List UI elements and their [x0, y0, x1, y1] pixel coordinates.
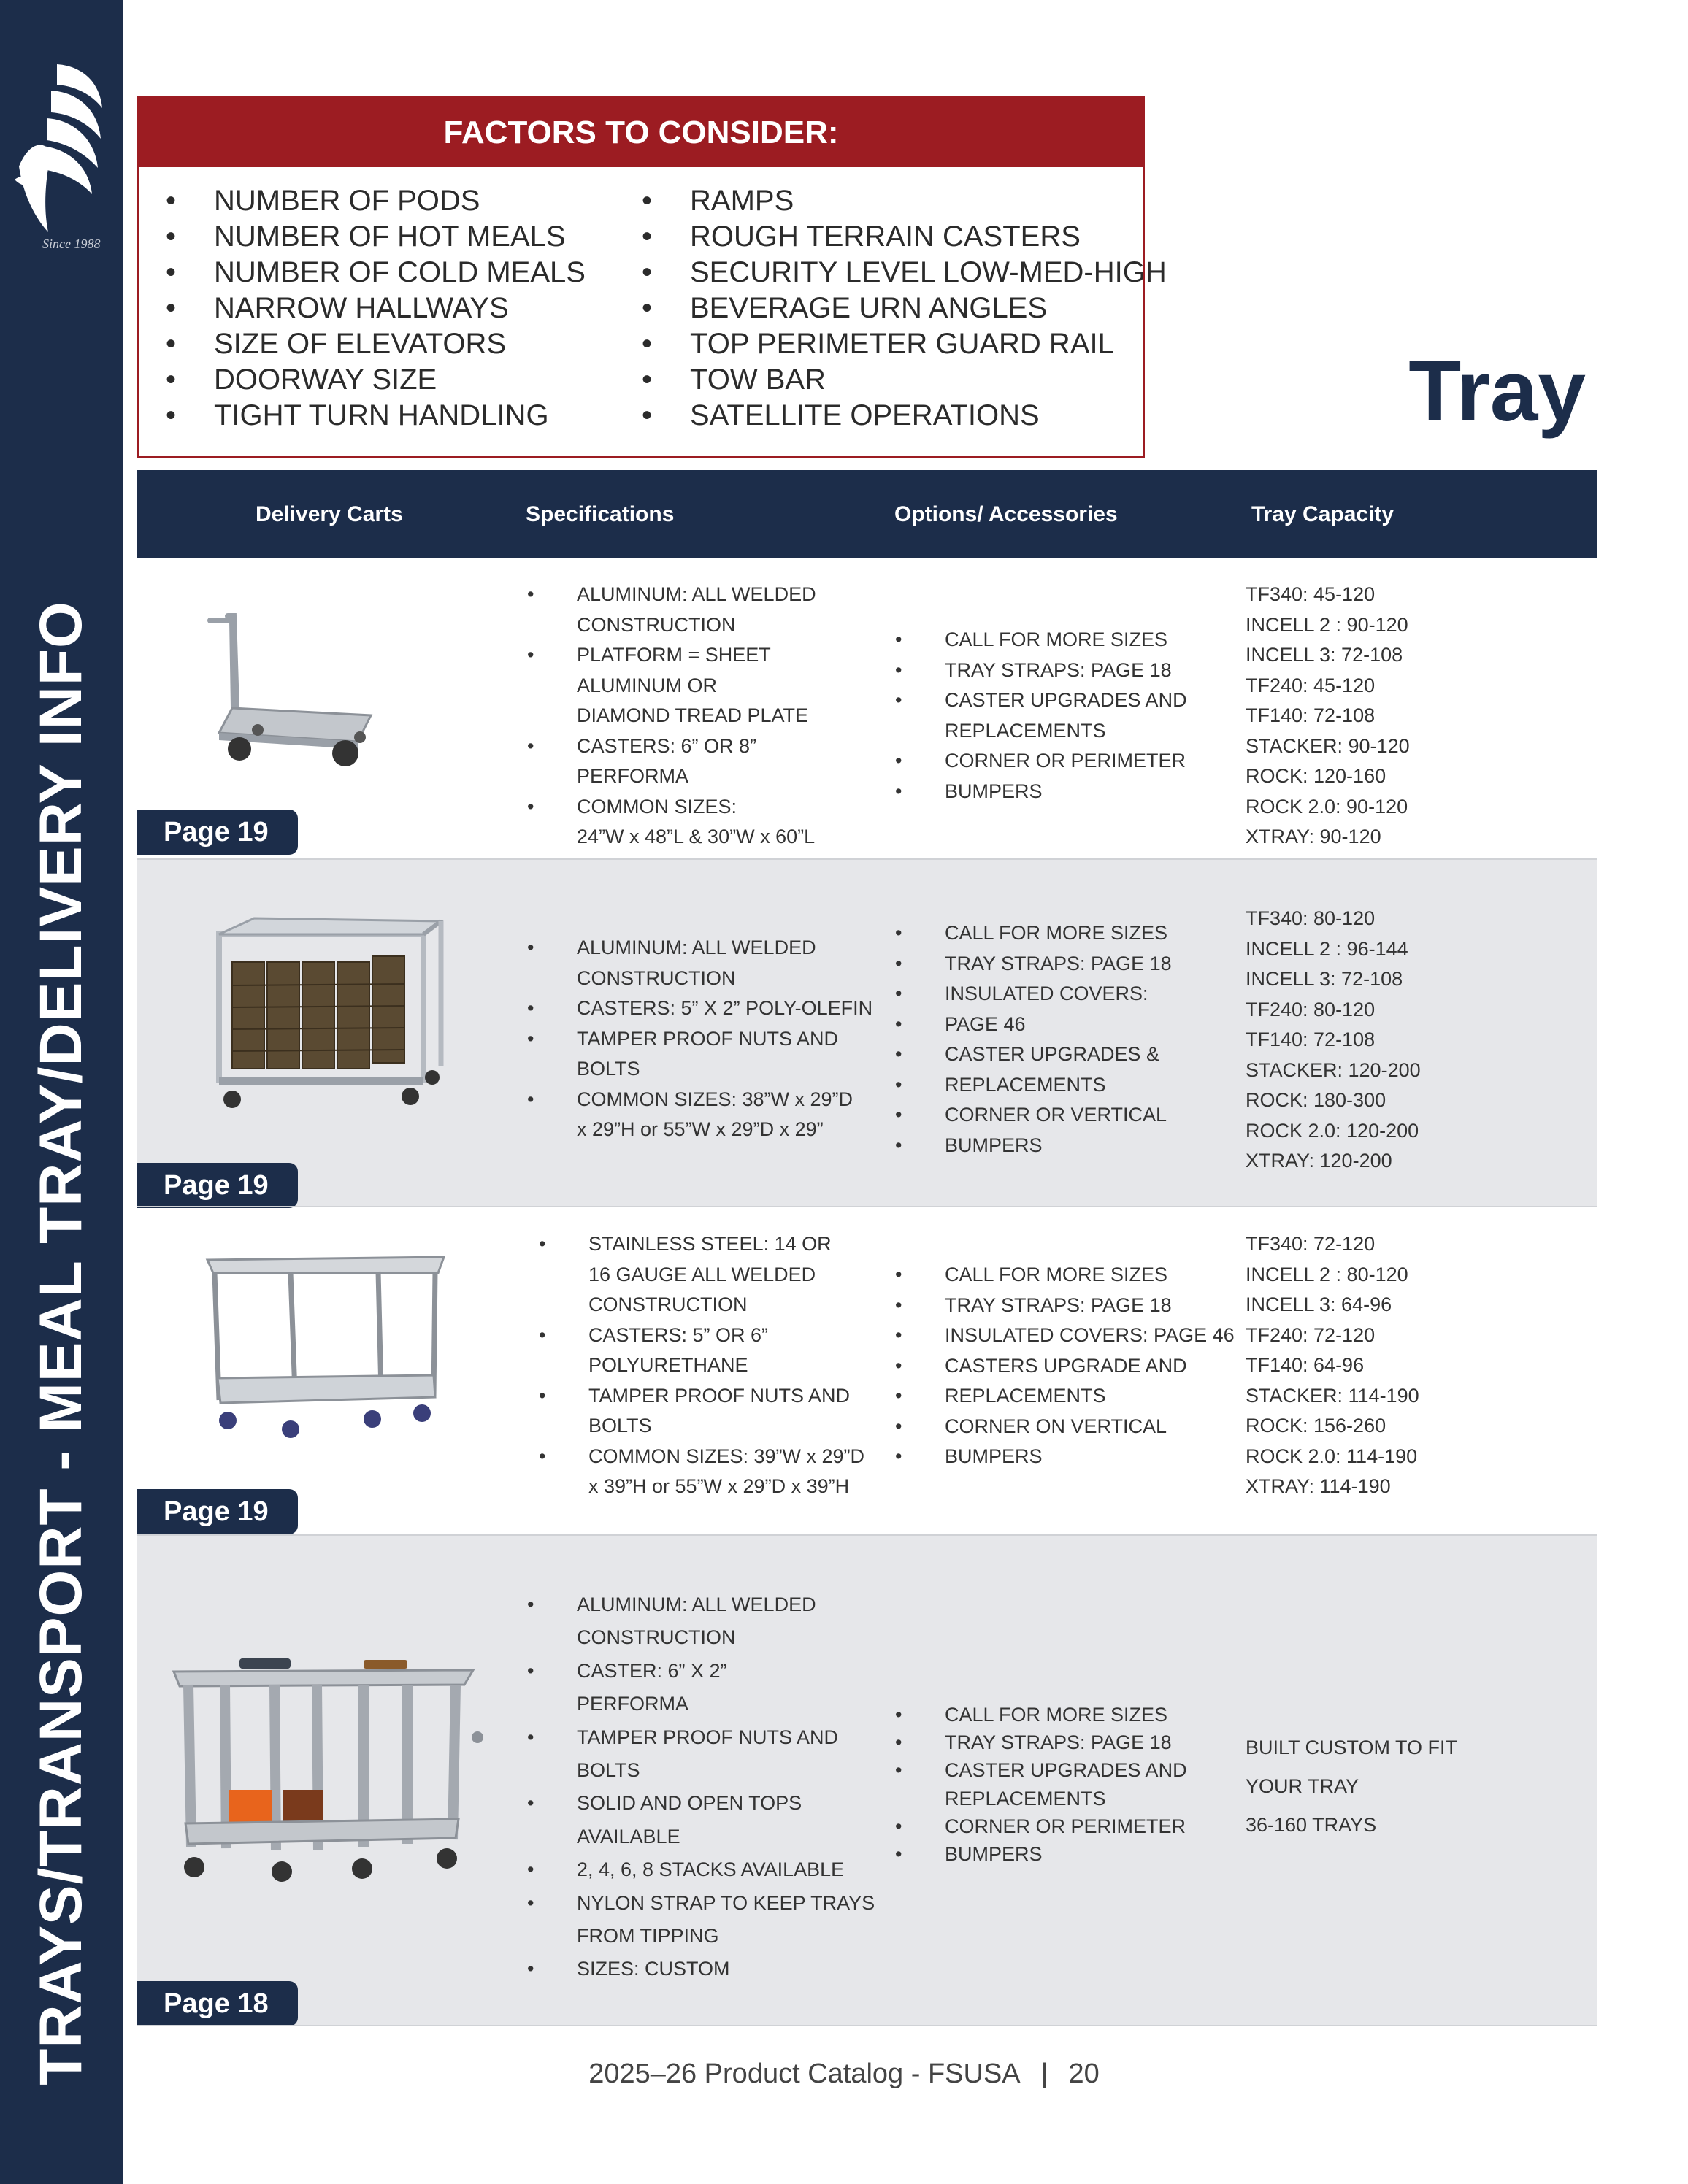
spec-item — [527, 1721, 875, 1754]
bullet-icon: • — [895, 1073, 902, 1096]
capacity-item: XTRAY: 90-120 — [1246, 826, 1381, 847]
item-text: 16 GAUGE ALL WELDED — [588, 1263, 816, 1285]
spec-item — [527, 933, 872, 964]
spec-item — [577, 1820, 875, 1853]
table-row — [137, 860, 1597, 1207]
item-text: NARROW HALLWAYS — [214, 292, 509, 324]
bullet-icon: • — [895, 1385, 902, 1407]
capacity-item: INCELL 3: 72-108 — [1246, 968, 1403, 990]
item-text: BUMPERS — [945, 1843, 1043, 1866]
capacity-item: TF340: 72-120 — [1246, 1233, 1376, 1255]
item-text: BOLTS — [577, 1759, 640, 1782]
platform-cart-image — [188, 599, 378, 766]
item-text: PLATFORM = SHEET — [577, 644, 771, 666]
item-text: STAINLESS STEEL: 14 OR — [588, 1233, 832, 1255]
table-row — [137, 558, 1597, 860]
capacity-item: TF240: 45-120 — [1246, 674, 1376, 696]
item-text: SOLID AND OPEN TOPS — [577, 1792, 802, 1815]
item-text: TRAY STRAPS: PAGE 18 — [945, 1293, 1172, 1316]
spec-item — [577, 671, 816, 701]
item-text: SECURITY LEVEL LOW-MED-HIGH — [690, 256, 1167, 288]
item-text: NUMBER OF COLD MEALS — [214, 256, 586, 288]
bullet-icon: • — [527, 1088, 534, 1110]
capacity-item: TF240: 80-120 — [1246, 998, 1376, 1020]
bullet-icon: • — [642, 220, 653, 253]
item-text: REPLACEMENTS — [945, 719, 1106, 742]
option-item — [895, 949, 1172, 980]
option-item — [895, 1381, 1235, 1412]
capacity-item: TF140: 72-108 — [1246, 1028, 1376, 1050]
factor-item — [166, 362, 586, 398]
svg-text:Since 1988: Since 1988 — [42, 237, 101, 251]
factors-list-right — [642, 183, 1167, 434]
item-text: SATELLITE OPERATIONS — [690, 399, 1040, 431]
bullet-icon: • — [166, 220, 177, 253]
capacity-item: STACKER: 90-120 — [1246, 734, 1410, 757]
item-text: POLYURETHANE — [588, 1354, 748, 1376]
spec-item — [577, 610, 816, 641]
capacity-item: TF140: 72-108 — [1246, 704, 1376, 726]
item-text: COMMON SIZES: 39”W x 29”D — [588, 1445, 865, 1467]
bullet-icon: • — [527, 997, 534, 1019]
item-text: DOORWAY SIZE — [214, 364, 437, 396]
item-text: PERFORMA — [577, 765, 689, 787]
factors-heading: FACTORS TO CONSIDER: — [139, 99, 1143, 167]
factor-item — [166, 291, 586, 326]
item-text: ROUGH TERRAIN CASTERS — [690, 220, 1081, 253]
bullet-icon: • — [539, 1445, 546, 1467]
item-text: BOLTS — [588, 1415, 652, 1437]
bullet-icon: • — [895, 1445, 902, 1467]
item-text: INSULATED COVERS: PAGE 46 — [945, 1324, 1235, 1346]
bullet-icon: • — [895, 922, 902, 944]
bullet-icon: • — [895, 1104, 902, 1126]
options-list — [895, 918, 1172, 1161]
option-item — [895, 1442, 1235, 1472]
option-item — [895, 1701, 1187, 1729]
bullet-icon: • — [895, 750, 902, 772]
spec-item — [527, 1588, 875, 1621]
item-text: REPLACEMENTS — [945, 1385, 1106, 1407]
item-text: REPLACEMENTS — [945, 1787, 1106, 1810]
item-text: CALL FOR MORE SIZES — [945, 628, 1168, 650]
spec-item — [577, 1115, 872, 1145]
option-item — [895, 1840, 1187, 1868]
bullet-icon: • — [642, 364, 653, 396]
capacity-item: INCELL 3: 72-108 — [1246, 644, 1403, 666]
stacking-tray-cart-image — [166, 1656, 488, 1886]
factor-item — [166, 255, 586, 291]
spec-item — [577, 1754, 875, 1787]
item-text: CASTERS UPGRADE AND — [945, 1354, 1187, 1377]
page-heading: Tray — [1408, 343, 1586, 439]
option-item — [895, 1131, 1172, 1161]
item-text: COMMON SIZES: 38”W x 29”D — [577, 1088, 853, 1110]
spec-item — [539, 1229, 864, 1260]
capacity-item: ROCK 2.0: 120-200 — [1246, 1119, 1419, 1142]
bullet-icon: • — [895, 780, 902, 802]
spec-item — [527, 1853, 875, 1886]
bullet-icon: • — [895, 1704, 902, 1726]
page-link-badge[interactable]: Page 18 — [137, 1981, 298, 2026]
sidebar — [0, 0, 123, 2184]
bullet-icon: • — [895, 1415, 902, 1437]
bullet-icon: • — [642, 292, 653, 324]
capacity-item: BUILT CUSTOM TO FIT — [1246, 1737, 1458, 1758]
item-text: CASTER UPGRADES & — [945, 1043, 1160, 1065]
item-text: CALL FOR MORE SIZES — [945, 1264, 1168, 1285]
option-item — [895, 625, 1187, 655]
options-list — [895, 625, 1187, 807]
spec-item — [539, 1442, 865, 1472]
capacity-item: ROCK 2.0: 114-190 — [1246, 1445, 1418, 1467]
bullet-icon: • — [527, 1792, 534, 1815]
spec-item — [539, 1320, 864, 1351]
spec-item — [577, 1688, 875, 1720]
stainless-utility-cart-image — [203, 1247, 448, 1445]
bullet-icon: • — [527, 1593, 534, 1615]
capacity-item: XTRAY: 120-200 — [1246, 1150, 1392, 1172]
bullet-icon: • — [527, 734, 534, 757]
catalog-label: 2025–26 Product Catalog - FSUSA — [588, 2058, 1021, 2089]
item-text: DIAMOND TREAD PLATE — [577, 704, 809, 726]
tray-capacity-list — [1246, 904, 1421, 1177]
item-text: PAGE 46 — [945, 1012, 1026, 1035]
option-item — [895, 1010, 1172, 1040]
factor-item — [166, 326, 586, 362]
factors-box — [137, 96, 1167, 458]
bullet-icon: • — [527, 1858, 534, 1881]
item-text: SIZES: CUSTOM — [577, 1958, 730, 1980]
bullet-icon: • — [527, 937, 534, 958]
bullet-icon: • — [642, 399, 653, 431]
item-text: TRAY STRAPS: PAGE 18 — [945, 658, 1172, 681]
item-text: TAMPER PROOF NUTS AND — [577, 1726, 839, 1748]
spec-item — [577, 1920, 875, 1953]
item-text: CONSTRUCTION — [577, 1626, 736, 1649]
bullet-icon: • — [539, 1323, 546, 1346]
tray-capacity-list — [1246, 1729, 1457, 1845]
spec-item — [527, 993, 873, 1024]
bullet-icon: • — [895, 658, 902, 681]
specifications-list — [539, 1229, 865, 1502]
item-text: CASTER: 6” X 2” — [577, 1659, 727, 1682]
options-list — [895, 1260, 1235, 1472]
spec-item — [588, 1350, 864, 1381]
item-text: x 39”H or 55”W x 29”D x 39”H — [588, 1475, 850, 1497]
spec-item — [527, 580, 816, 610]
spec-item — [577, 964, 872, 994]
item-text: CASTERS: 6” OR 8” — [577, 734, 757, 757]
bullet-icon: • — [527, 1958, 534, 1980]
bullet-icon: • — [539, 1384, 546, 1407]
bullet-icon: • — [895, 1264, 902, 1285]
item-text: 24”W x 48”L & 30”W x 60”L — [577, 826, 816, 847]
capacity-item: INCELL 2 : 96-144 — [1246, 937, 1408, 960]
option-item — [895, 1351, 1235, 1382]
bullet-icon: • — [527, 795, 534, 818]
spec-item — [527, 1787, 875, 1820]
item-text: ALUMINUM OR — [577, 674, 718, 696]
option-item — [945, 1785, 1187, 1812]
specifications-list — [527, 1588, 875, 1986]
item-text: TOP PERIMETER GUARD RAIL — [690, 328, 1114, 360]
bullet-icon: • — [895, 1293, 902, 1316]
bullet-icon: • — [642, 256, 653, 288]
bullet-icon: • — [895, 1843, 902, 1866]
item-text: AVAILABLE — [577, 1825, 680, 1847]
factors-list-left — [166, 183, 586, 434]
capacity-item: TF340: 45-120 — [1246, 583, 1376, 605]
capacity-item: STACKER: 114-190 — [1246, 1384, 1419, 1407]
header-delivery-carts: Delivery Carts — [256, 502, 403, 526]
row-divider — [137, 2025, 1597, 2026]
item-text: PERFORMA — [577, 1693, 689, 1715]
option-item — [895, 1260, 1235, 1291]
item-text: CONSTRUCTION — [588, 1293, 748, 1315]
capacity-item: INCELL 2 : 80-120 — [1246, 1263, 1408, 1285]
option-item — [895, 1812, 1187, 1840]
option-item — [895, 746, 1187, 777]
page-link-badge[interactable]: Page 19 — [137, 1489, 298, 1534]
bullet-icon: • — [527, 1726, 534, 1748]
capacity-item: ROCK: 120-160 — [1246, 765, 1386, 787]
item-text: NYLON STRAP TO KEEP TRAYS — [577, 1891, 875, 1914]
bullet-icon: • — [527, 1027, 534, 1050]
bullet-icon: • — [895, 1134, 902, 1156]
page-footer — [0, 2058, 1688, 2090]
option-item — [895, 1729, 1187, 1756]
item-text: INSULATED COVERS: — [945, 983, 1148, 1004]
item-text: CALL FOR MORE SIZES — [945, 922, 1168, 944]
capacity-item: TF340: 80-120 — [1246, 907, 1376, 929]
header-specifications: Specifications — [526, 502, 675, 526]
capacity-item: XTRAY: 114-190 — [1246, 1475, 1391, 1497]
spec-item — [527, 1655, 875, 1688]
item-text: CONSTRUCTION — [577, 966, 736, 989]
item-text: BUMPERS — [945, 780, 1043, 802]
page-number: 20 — [1068, 2058, 1100, 2089]
capacity-item: INCELL 3: 64-96 — [1246, 1293, 1392, 1315]
item-text: CORNER OR PERIMETER — [945, 1815, 1186, 1837]
footer-separator: | — [1040, 2058, 1048, 2089]
specifications-list — [527, 580, 816, 853]
factor-item — [642, 362, 1167, 398]
spec-item — [527, 731, 816, 762]
spec-item — [577, 1621, 875, 1654]
option-item — [895, 1039, 1172, 1070]
capacity-item: STACKER: 120-200 — [1246, 1058, 1421, 1081]
item-text: CORNER OR VERTICAL — [945, 1104, 1167, 1126]
capacity-item: 36-160 TRAYS — [1246, 1814, 1377, 1836]
spec-item — [577, 701, 816, 731]
item-text: 2, 4, 6, 8 STACKS AVAILABLE — [577, 1858, 845, 1881]
tray-delivery-cart-image — [210, 905, 444, 1117]
bullet-icon: • — [527, 583, 534, 605]
item-text: CONSTRUCTION — [577, 613, 736, 636]
item-text: TIGHT TURN HANDLING — [214, 399, 549, 431]
factor-item — [642, 255, 1167, 291]
factor-item — [642, 219, 1167, 255]
item-text: TOW BAR — [690, 364, 826, 396]
bullet-icon: • — [895, 689, 902, 711]
factor-item — [166, 219, 586, 255]
item-text: TAMPER PROOF NUTS AND — [588, 1384, 851, 1407]
item-text: x 29”H or 55”W x 29”D x 29” — [577, 1118, 824, 1140]
bullet-icon: • — [166, 328, 177, 360]
spec-item — [527, 1024, 872, 1055]
option-item — [895, 685, 1187, 716]
item-text: CASTERS: 5” X 2” POLY-OLEFIN — [577, 997, 873, 1019]
factor-item — [642, 183, 1167, 219]
option-item — [895, 777, 1187, 807]
factor-item — [642, 398, 1167, 434]
page-link-badge[interactable]: Page 19 — [137, 1163, 298, 1208]
item-text: ALUMINUM: ALL WELDED — [577, 937, 816, 958]
capacity-item: YOUR TRAY — [1246, 1775, 1359, 1797]
spec-item — [527, 1085, 872, 1115]
item-text: ALUMINUM: ALL WELDED — [577, 1593, 816, 1615]
item-text: CORNER OR PERIMETER — [945, 750, 1186, 772]
bullet-icon: • — [642, 328, 653, 360]
header-options-accessories: Options/ Accessories — [894, 502, 1118, 526]
item-text: RAMPS — [690, 185, 794, 217]
bullet-icon: • — [895, 952, 902, 974]
bullet-icon: • — [166, 399, 177, 431]
spec-item — [527, 1887, 875, 1920]
factor-item — [642, 291, 1167, 326]
bullet-icon: • — [895, 983, 902, 1004]
bullet-icon: • — [166, 292, 177, 324]
bullet-icon: • — [895, 1354, 902, 1377]
bullet-icon: • — [527, 1891, 534, 1914]
item-text: CASTER UPGRADES AND — [945, 689, 1187, 711]
eagle-flag-logo-icon — [13, 57, 108, 261]
bullet-icon: • — [895, 1324, 902, 1346]
spec-item — [588, 1411, 864, 1442]
option-item — [895, 1100, 1172, 1131]
item-text: TRAY STRAPS: PAGE 18 — [945, 1731, 1172, 1754]
spec-item — [577, 822, 816, 853]
spec-item — [588, 1290, 864, 1320]
specifications-list — [527, 933, 873, 1145]
bullet-icon: • — [895, 1043, 902, 1065]
bullet-icon: • — [895, 628, 902, 650]
item-text: CASTER UPGRADES AND — [945, 1759, 1187, 1782]
bullet-icon: • — [895, 1815, 902, 1837]
bullet-icon: • — [166, 256, 177, 288]
item-text: NUMBER OF PODS — [214, 185, 480, 217]
sidebar-title: TRAYS/TRANSPORT - MEAL TRAY/DELIVERY INFO — [28, 601, 94, 2085]
factor-item — [166, 398, 586, 434]
item-text: BEVERAGE URN ANGLES — [690, 292, 1048, 324]
tray-capacity-list — [1246, 580, 1410, 853]
option-item — [895, 918, 1172, 949]
item-text: BUMPERS — [945, 1134, 1043, 1156]
item-text: CORNER ON VERTICAL — [945, 1415, 1167, 1437]
capacity-item: TF240: 72-120 — [1246, 1323, 1376, 1346]
options-list — [895, 1701, 1187, 1868]
spec-item — [588, 1472, 864, 1502]
option-item — [895, 1070, 1172, 1101]
item-text: FROM TIPPING — [577, 1925, 719, 1947]
factor-item — [166, 183, 586, 219]
option-item — [945, 716, 1187, 747]
header-tray-capacity: Tray Capacity — [1251, 502, 1394, 526]
table-row — [137, 1536, 1597, 2026]
bullet-icon: • — [895, 1731, 902, 1754]
option-item — [895, 1291, 1235, 1321]
capacity-item: ROCK: 180-300 — [1246, 1089, 1386, 1111]
item-text: BUMPERS — [945, 1445, 1043, 1467]
item-text: BOLTS — [577, 1058, 640, 1080]
bullet-icon: • — [539, 1233, 546, 1255]
tray-capacity-list — [1246, 1229, 1419, 1502]
spec-item — [577, 761, 816, 792]
table-header — [137, 470, 1597, 558]
option-item — [895, 979, 1172, 1010]
item-text: CASTERS: 5” OR 6” — [588, 1323, 769, 1346]
option-item — [895, 1412, 1235, 1442]
item-text: TAMPER PROOF NUTS AND — [577, 1027, 839, 1050]
page-link-badge[interactable]: Page 19 — [137, 810, 298, 855]
spec-item — [577, 1054, 872, 1085]
spec-item — [527, 1953, 875, 1985]
spec-item — [539, 1381, 864, 1412]
capacity-item: ROCK: 156-260 — [1246, 1415, 1386, 1437]
spec-item — [527, 640, 816, 671]
table-row — [137, 1207, 1597, 1536]
capacity-item: TF140: 64-96 — [1246, 1354, 1365, 1376]
item-text: SIZE OF ELEVATORS — [214, 328, 507, 360]
item-text: ALUMINUM: ALL WELDED — [577, 583, 816, 605]
bullet-icon: • — [895, 1012, 902, 1035]
spec-item — [527, 792, 816, 823]
item-text: NUMBER OF HOT MEALS — [214, 220, 566, 253]
item-text: COMMON SIZES: — [577, 795, 737, 818]
item-text: CALL FOR MORE SIZES — [945, 1704, 1168, 1726]
option-item — [895, 655, 1187, 686]
bullet-icon: • — [895, 1759, 902, 1782]
option-item — [895, 1756, 1187, 1784]
item-text: REPLACEMENTS — [945, 1073, 1106, 1096]
factor-item — [642, 326, 1167, 362]
spec-item — [588, 1260, 864, 1291]
capacity-item: INCELL 2 : 90-120 — [1246, 613, 1408, 636]
bullet-icon: • — [166, 185, 177, 217]
bullet-icon: • — [527, 1659, 534, 1682]
bullet-icon: • — [642, 185, 653, 217]
capacity-item: ROCK 2.0: 90-120 — [1246, 795, 1408, 818]
bullet-icon: • — [166, 364, 177, 396]
item-text: TRAY STRAPS: PAGE 18 — [945, 952, 1172, 974]
option-item — [895, 1320, 1235, 1351]
bullet-icon: • — [527, 644, 534, 666]
